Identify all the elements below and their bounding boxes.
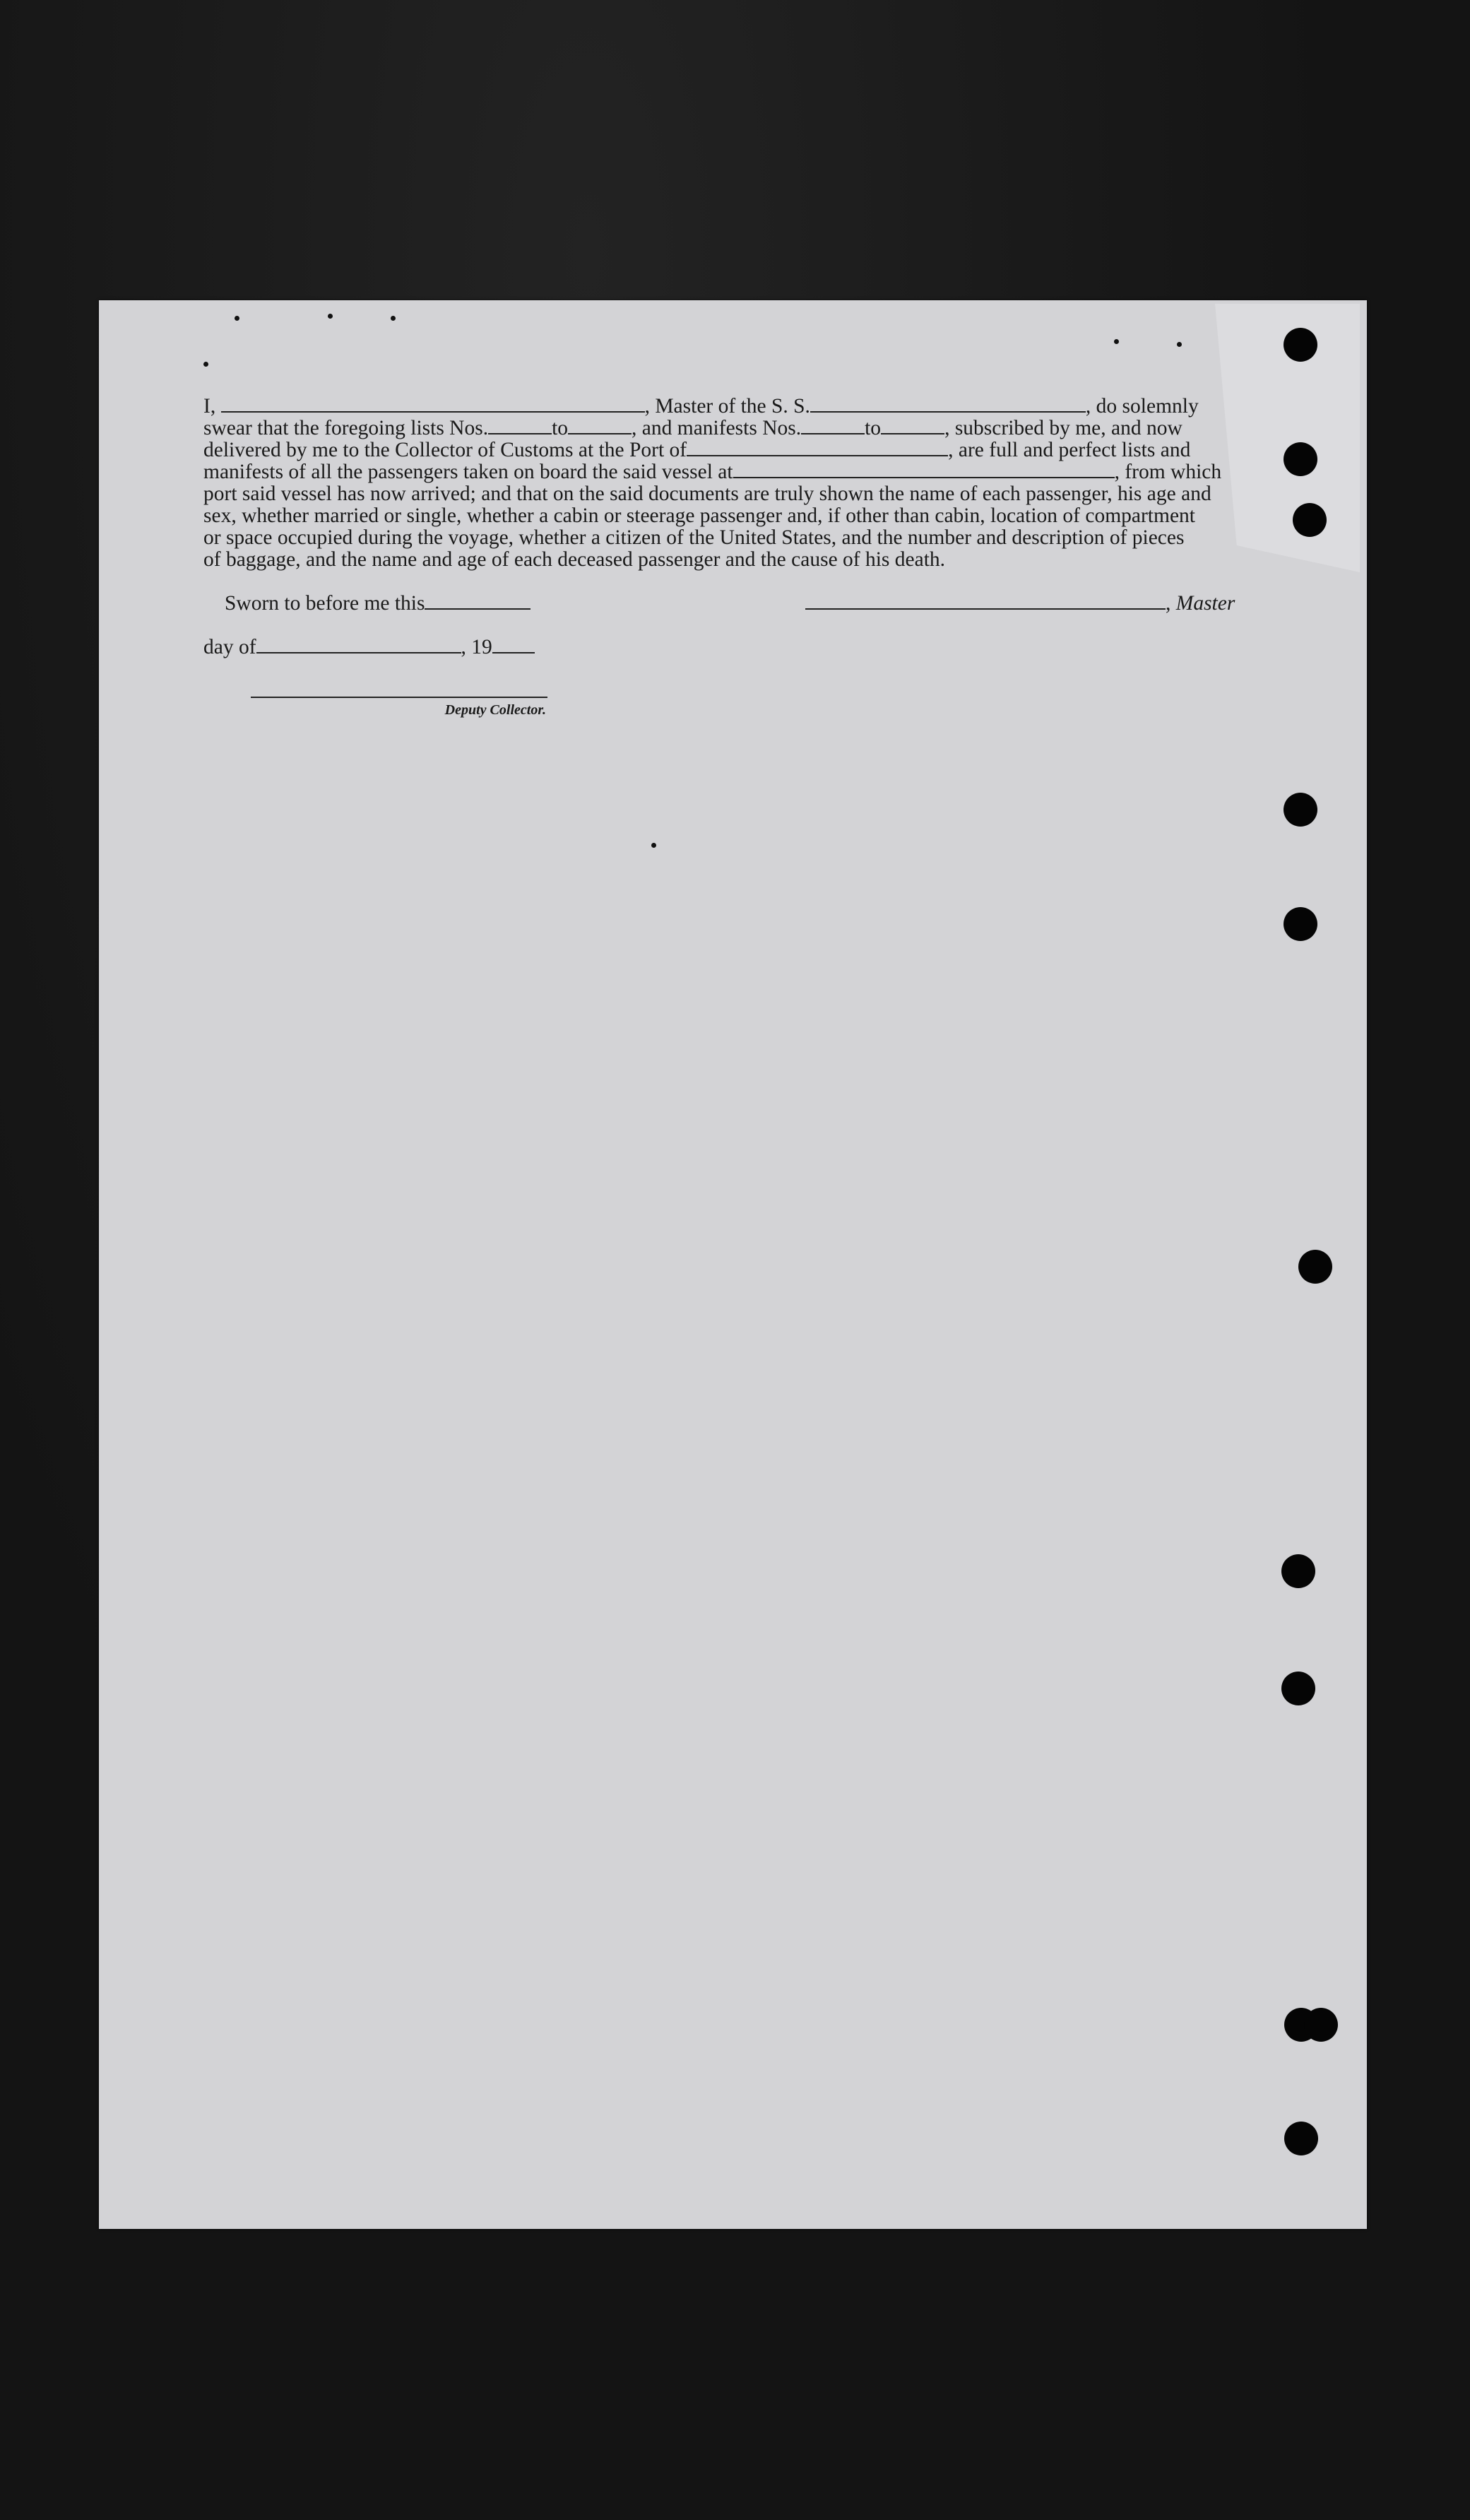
manifest-from-blank: [801, 418, 865, 434]
oath-text: [203, 396, 1235, 571]
manifest-page: [99, 300, 1367, 2229]
deputy-collector-label: Deputy Collector.: [444, 702, 546, 718]
oath-line: port said vessel has now arrived; and that on the said documents are truly shown the name of each passenger, his age and: [203, 483, 1211, 505]
sworn-day-blank: [425, 593, 530, 610]
oath-line: [203, 396, 1235, 418]
ink-speck: [235, 316, 239, 321]
oath-line: sex, whether married or single, whether a cabin or steerage passenger and, if other than cabin, location of compartment: [203, 504, 1195, 527]
ink-speck: [1114, 339, 1119, 344]
punch-hole: [1293, 503, 1327, 537]
vessel-name-blank: [810, 396, 1086, 413]
master-label: Master: [1175, 592, 1235, 615]
punch-hole: [1281, 1672, 1315, 1705]
deputy-collector-signature-line: [251, 697, 547, 698]
port-blank: [687, 439, 948, 456]
oath-text-fragment: , do solemnly: [1085, 395, 1199, 418]
year-blank: [492, 637, 535, 653]
list-from-blank: [488, 418, 552, 434]
master-name-blank: [221, 396, 645, 413]
punch-hole: [1298, 1250, 1332, 1284]
sworn-label: Sworn to before me this: [225, 592, 425, 615]
oath-text-fragment: delivered by me to the Collector of Customs at the Port of: [203, 439, 687, 461]
punch-hole: [1284, 328, 1317, 362]
oath-text-fragment: , and manifests Nos.: [632, 417, 802, 439]
ink-speck: [1177, 342, 1182, 347]
punch-hole: [1284, 2122, 1318, 2155]
manifest-to-blank: [881, 418, 944, 434]
oath-text-fragment: , Master of the S. S.: [644, 395, 810, 418]
day-label: day of: [203, 636, 256, 658]
date-row: [203, 636, 535, 659]
master-signature: [805, 592, 1235, 615]
month-blank: [256, 637, 461, 653]
oath-text-fragment: swear that the foregoing lists Nos.: [203, 417, 489, 439]
list-to-blank: [568, 418, 632, 434]
punch-hole: [1284, 442, 1317, 476]
ink-speck: [328, 314, 333, 319]
oath-text-fragment: , subscribed by me, and now: [944, 417, 1182, 439]
oath-line: [203, 439, 1235, 461]
punch-hole: [1281, 1554, 1315, 1588]
oath-text-fragment: , from which: [1114, 461, 1222, 483]
embarkation-blank: [733, 461, 1115, 478]
oath-line: [203, 461, 1235, 483]
ink-speck: [391, 316, 396, 321]
oath-line: [203, 418, 1235, 439]
ink-speck: [203, 362, 208, 367]
oath-line: or space occupied during the voyage, whether a citizen of the United States, and the number and description of pieces: [203, 526, 1185, 549]
punch-hole: [1284, 793, 1317, 827]
year-prefix: , 19: [461, 636, 492, 658]
master-comma: ,: [1166, 592, 1171, 615]
punch-hole: [1284, 907, 1317, 941]
oath-text-fragment: manifests of all the passengers taken on board the said vessel at: [203, 461, 733, 483]
punch-hole: [1304, 2008, 1338, 2042]
oath-line: of baggage, and the name and age of each deceased passenger and the cause of his death.: [203, 548, 946, 571]
oath-text-fragment: to: [552, 417, 569, 439]
oath-text-fragment: , are full and perfect lists and: [948, 439, 1191, 461]
oath-text-fragment: to: [865, 417, 882, 439]
sworn-statement: [225, 592, 530, 615]
oath-text-fragment: I,: [203, 395, 216, 418]
ink-speck: [651, 843, 656, 848]
master-signature-blank: [805, 593, 1166, 610]
